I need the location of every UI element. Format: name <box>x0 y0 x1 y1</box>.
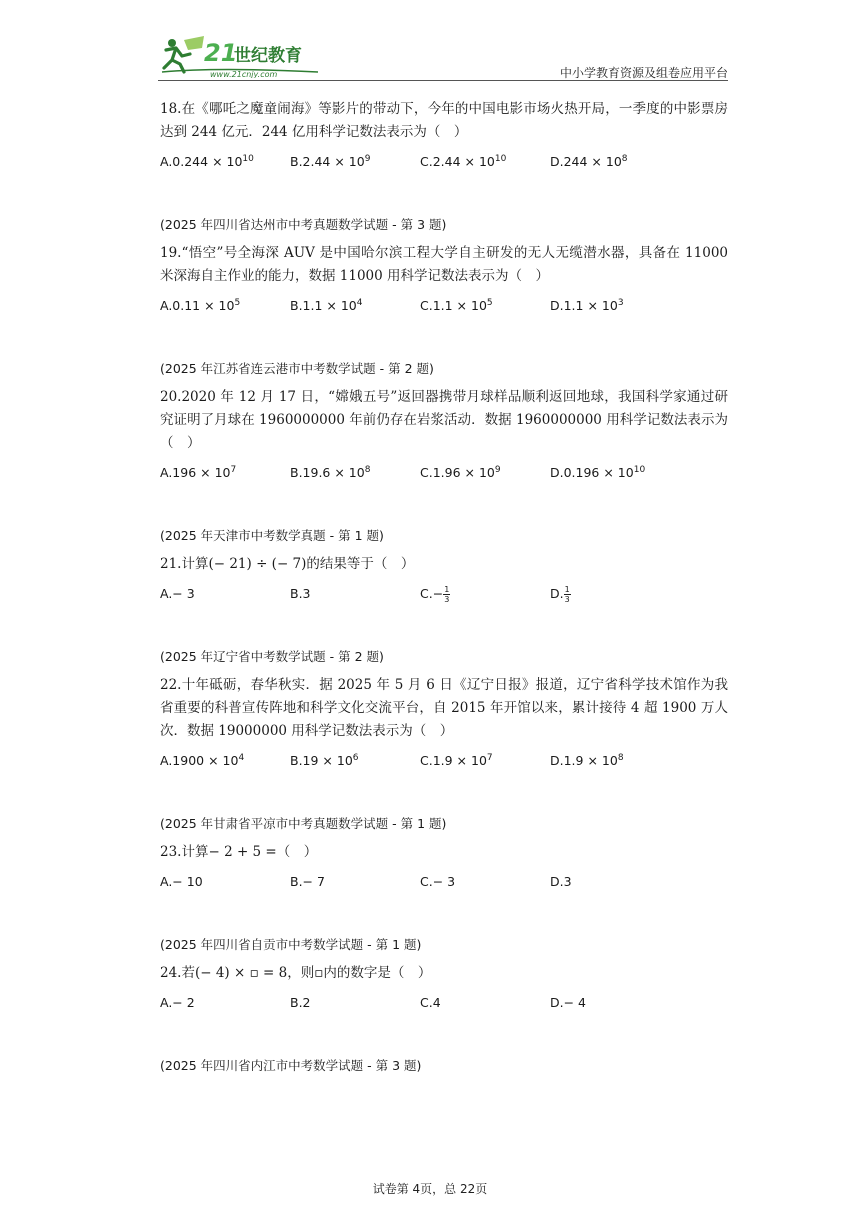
option-text: D.1.1 × 10 <box>550 298 618 313</box>
question-text: 23.计算− 2 + 5 =（ ） <box>160 844 318 860</box>
section-gap <box>160 317 728 357</box>
exponent: 6 <box>352 753 359 763</box>
question-text: 21.计算(− 21) ÷ (− 7)的结果等于（ ） <box>160 556 415 572</box>
option-b[interactable] <box>290 991 420 1014</box>
answer-options <box>160 294 728 317</box>
option-d[interactable] <box>550 582 680 605</box>
svg-text:www.21cnjy.com: www.21cnjy.com <box>210 70 278 78</box>
question-text: 18.在《哪吒之魔童闹海》等影片的带动下，今年的中国电影市场火热开局，一季度的中影票房达到 244 亿元．244 亿用科学记数法表示为（ ） <box>160 101 728 140</box>
exponent: 9 <box>494 465 501 475</box>
header-rule <box>158 80 728 81</box>
option-c[interactable] <box>420 991 550 1014</box>
platform-name: 中小学教育资源及组卷应用平台 <box>559 66 728 80</box>
option-c[interactable] <box>420 294 550 317</box>
option-c[interactable] <box>420 870 550 893</box>
question-source: (2025 年辽宁省中考数学试题 - 第 2 题) <box>160 649 384 664</box>
exponent: 8 <box>621 154 628 164</box>
page-header <box>158 30 728 80</box>
option-d[interactable] <box>550 294 680 317</box>
question-text: 20.2020 年 12 月 17 日，“嫦娥五号”返回器携带月球样品顺利返回地球，我国科学家通过研究证明了月球在 1960000000 年前仍存在岩浆活动．数据 1960000000 用科学记数法表示为（ ） <box>160 389 728 451</box>
question-text: 22.十年砥砺，春华秋实．据 2025 年 5 月 6 日《辽宁日报》报道，辽宁省科学技术馆作为我省重要的科普宣传阵地和科学文化交流平台，自 2015 年开馆以来，累计接待 4 超 1900 万人次．数据 19000000 用科学记数法表示为（ ） <box>160 677 728 739</box>
option-text: C.− 3 <box>420 874 456 889</box>
option-text: C.1.96 × 10 <box>420 465 495 480</box>
fraction <box>564 585 571 604</box>
question-list <box>160 98 728 1077</box>
option-text: B.19.6 × 10 <box>290 465 365 480</box>
exponent: 3 <box>617 298 624 308</box>
option-c[interactable] <box>420 582 550 605</box>
option-b[interactable] <box>290 749 420 772</box>
exponent: 9 <box>364 154 371 164</box>
option-text: B.3 <box>290 586 311 601</box>
option-text: D.3 <box>550 874 572 889</box>
option-a[interactable] <box>160 150 290 173</box>
option-d[interactable] <box>550 991 680 1014</box>
option-a[interactable] <box>160 870 290 893</box>
question-source: (2025 年四川省达州市中考真题数学试题 - 第 3 题) <box>160 217 447 232</box>
exponent: 5 <box>486 298 493 308</box>
option-text: D. <box>550 586 564 601</box>
option-text: A.− 3 <box>160 586 195 601</box>
option-a[interactable] <box>160 294 290 317</box>
question-text: 19.“悟空”号全海深 AUV 是中国哈尔滨工程大学自主研发的无人无缆潜水器，具备在 11000 米深海自主作业的能力，数据 11000 用科学记数法表示为（ ） <box>160 245 728 284</box>
option-text: A.0.11 × 10 <box>160 298 235 313</box>
exponent: 10 <box>494 154 507 164</box>
exponent: 10 <box>242 154 254 164</box>
answer-options <box>160 582 728 605</box>
exponent: 8 <box>617 753 624 763</box>
fraction-denominator: 3 <box>444 595 450 604</box>
fraction-denominator: 3 <box>564 595 570 604</box>
fraction-numerator: 1 <box>564 585 570 594</box>
option-text: A.196 × 10 <box>160 465 231 480</box>
option-text: C.− <box>420 586 444 601</box>
option-text: B.− 7 <box>290 874 325 889</box>
section-gap <box>160 484 728 524</box>
exponent: 7 <box>230 465 237 475</box>
option-b[interactable] <box>290 150 420 173</box>
answer-options <box>160 461 728 484</box>
option-b[interactable] <box>290 870 420 893</box>
section-gap <box>160 605 728 645</box>
option-d[interactable] <box>550 749 680 772</box>
answer-options <box>160 749 728 772</box>
option-b[interactable] <box>290 582 420 605</box>
option-text: C.4 <box>420 995 441 1010</box>
section-gap <box>160 893 728 933</box>
fraction-numerator: 1 <box>444 585 450 594</box>
section-gap <box>160 1014 728 1054</box>
option-text: D.1.9 × 10 <box>550 753 618 768</box>
option-text: A.− 2 <box>160 995 195 1010</box>
question-source: (2025 年天津市中考数学真题 - 第 1 题) <box>160 528 384 543</box>
option-text: B.19 × 10 <box>290 753 353 768</box>
exponent: 5 <box>234 298 241 308</box>
option-text: C.1.9 × 10 <box>420 753 487 768</box>
exponent: 4 <box>238 753 245 763</box>
option-d[interactable] <box>550 461 680 484</box>
option-text: A.0.244 × 10 <box>160 154 243 169</box>
option-text: B.1.1 × 10 <box>290 298 357 313</box>
question-source: (2025 年江苏省连云港市中考数学试题 - 第 2 题) <box>160 361 434 376</box>
svg-text:世纪教育: 世纪教育 <box>234 46 302 66</box>
option-text: A.− 10 <box>160 874 203 889</box>
option-d[interactable] <box>550 150 680 173</box>
option-text: B.2.44 × 10 <box>290 154 365 169</box>
page-footer: 试卷第 4页，总 22页 <box>372 1182 488 1196</box>
option-text: C.2.44 × 10 <box>420 154 495 169</box>
exponent: 10 <box>633 465 646 475</box>
option-c[interactable] <box>420 461 550 484</box>
option-a[interactable] <box>160 749 290 772</box>
fraction <box>443 585 450 604</box>
svg-text:21: 21 <box>204 39 238 67</box>
option-text: D.0.196 × 10 <box>550 465 634 480</box>
question-source: (2025 年四川省自贡市中考数学试题 - 第 1 题) <box>160 937 422 952</box>
option-text: C.1.1 × 10 <box>420 298 487 313</box>
option-c[interactable] <box>420 749 550 772</box>
option-a[interactable] <box>160 582 290 605</box>
exponent: 8 <box>364 465 371 475</box>
section-gap <box>160 173 728 213</box>
option-c[interactable] <box>420 150 550 173</box>
answer-options <box>160 870 728 893</box>
answer-options <box>160 150 728 173</box>
exponent: 7 <box>486 753 493 763</box>
option-b[interactable] <box>290 461 420 484</box>
question-source: (2025 年甘肃省平凉市中考真题数学试题 - 第 1 题) <box>160 816 447 831</box>
question-text: 24.若(− 4) × ▫ = 8，则▫内的数字是（ ） <box>160 965 432 981</box>
option-d[interactable] <box>550 870 680 893</box>
option-b[interactable] <box>290 294 420 317</box>
answer-options <box>160 991 728 1014</box>
option-a[interactable] <box>160 991 290 1014</box>
exponent: 4 <box>356 298 363 308</box>
section-gap <box>160 772 728 812</box>
option-text: B.2 <box>290 995 311 1010</box>
site-logo[interactable] <box>158 34 328 78</box>
question-source: (2025 年四川省内江市中考数学试题 - 第 3 题) <box>160 1058 422 1073</box>
option-text: A.1900 × 10 <box>160 753 239 768</box>
option-text: D.244 × 10 <box>550 154 622 169</box>
runner-logo-icon <box>158 34 328 78</box>
option-text: D.− 4 <box>550 995 586 1010</box>
option-a[interactable] <box>160 461 290 484</box>
